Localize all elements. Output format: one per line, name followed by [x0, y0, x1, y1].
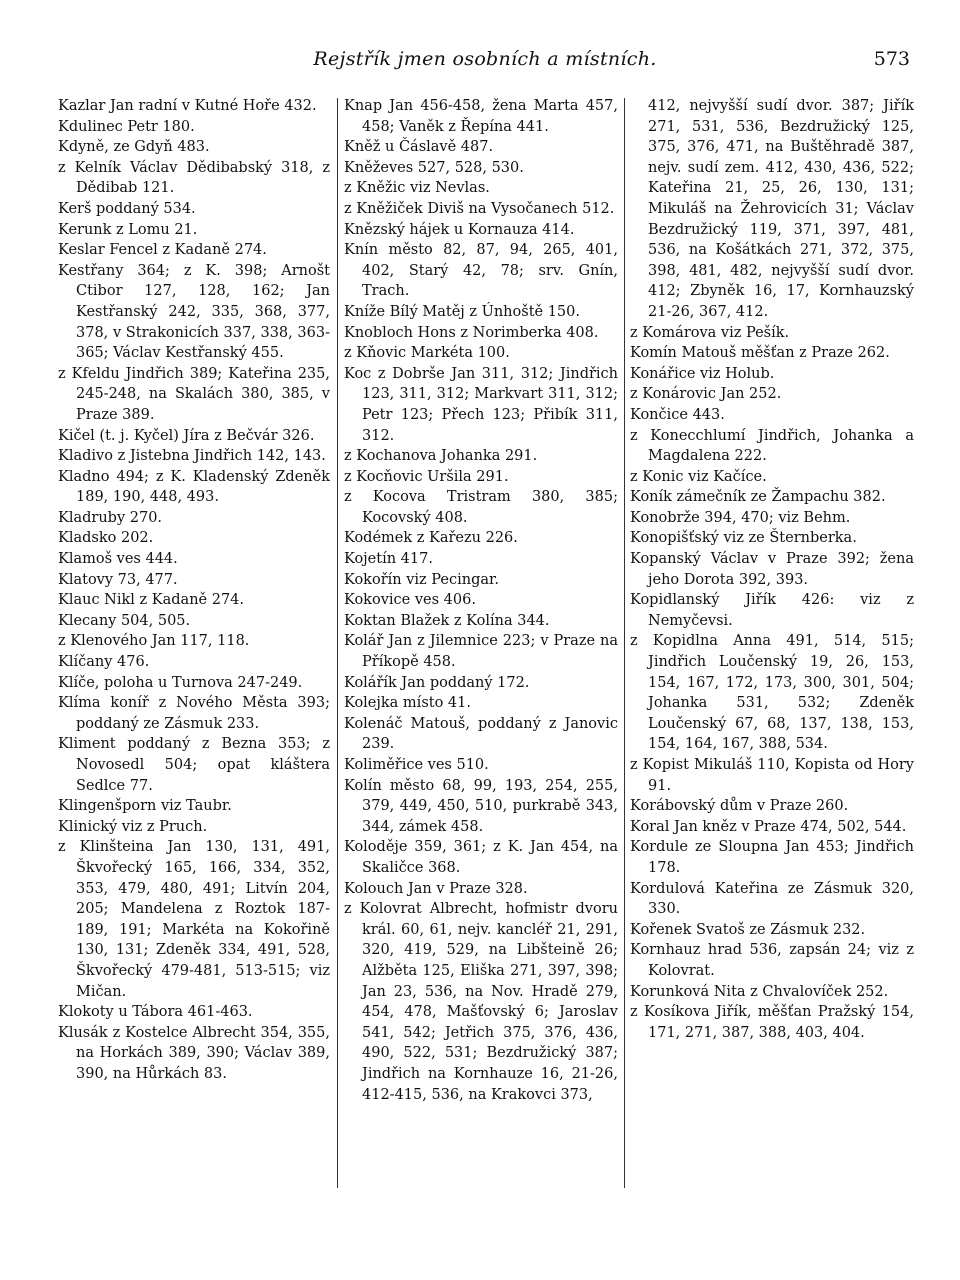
index-entry: Končice 443.	[630, 406, 725, 423]
index-entry: z Kocňovic Uršila 291.	[344, 468, 509, 485]
index-entry: Knín město 82, 87, 94, 265, 401, 402, Starý 42, 78; srv. Gnín, Trach.	[344, 242, 618, 300]
index-entry: Kodémek z Kařezu 226.	[344, 530, 518, 547]
index-entry: z Konecchlumí Jindřich, Johanka a Magdalena 222.	[630, 427, 914, 465]
index-entry: Kladno 494; z K. Kladenský Zdeněk 189, 190, 448, 493.	[58, 468, 330, 506]
index-entry: Kazlar Jan radní v Kutné Hoře 432.	[58, 98, 317, 114]
index-entry: z Klinšteina Jan 130, 131, 491, Škvořecký 165, 166, 334, 352, 353, 479, 480, 491; Litvín 204, 205; Mandelena z Roztok 187-189, 191; Markéta na Kokořině 130, 131; Zdeněk 334, 491, 528, Škvořecký 479-481, 513-515; viz Mičan.	[58, 839, 330, 1000]
index-entry: Kopanský Václav v Praze 392; žena jeho Dorota 392, 393.	[630, 551, 914, 588]
index-columns	[58, 96, 914, 1200]
index-entry: Kladruby 270.	[58, 509, 163, 526]
index-entry: z Kocova Tristram 380, 385; Kocovský 408.	[344, 489, 618, 526]
index-entry: Kerš poddaný 534.	[58, 200, 196, 217]
index-entry: Kníže Bílý Matěj z Únhoště 150.	[344, 303, 580, 320]
index-entry: Koc z Dobrše Jan 311, 312; Jindřich 123, 311, 312; Markvart 311, 312; Petr 123; Přech 123; Přibík 311, 312.	[344, 365, 618, 444]
index-entry: Klusák z Kostelce Albrecht 354, 355, na Horkách 389, 390; Václav 389, 390, na Hůrkách 83.	[58, 1024, 330, 1082]
page-number: 573	[873, 48, 910, 70]
index-entry: z Kolovrat Albrecht, hofmistr dvoru král. 60, 61, nejv. kancléř 21, 291, 320, 419, 529, na Libšteině 26; Alžběta 125, Eliška 271, 397, 398; Jan 23, 536, na Nov. Hradě 279, 454, 478, Mašťovský 6; Jaroslav 541, 542; Jetřich 375, 376, 436, 490, 522, 531; Bezdružický 387; Jindřich na Kornhauze 16, 21-26, 412-415, 536, na Krakovci 373,	[344, 901, 618, 1103]
running-title: Rejstřík jmen osobních a místních.	[313, 48, 657, 70]
index-entry: Kladsko 202.	[58, 530, 154, 547]
index-entry: Kičel (t. j. Kyčel) Jíra z Bečvár 326.	[58, 427, 315, 444]
index-entry: z Klenového Jan 117, 118.	[58, 633, 250, 650]
index-entry: Klauc Nikl z Kadaně 274.	[58, 592, 245, 609]
index-entry: Kolář Jan z Jilemnice 223; v Praze na Příkopě 458.	[344, 633, 618, 671]
index-entry: Klatovy 73, 477.	[58, 571, 178, 588]
index-entry: Klokoty u Tábora 461-463.	[58, 1004, 253, 1021]
index-column-2	[344, 96, 618, 1200]
index-entry: Kopidlanský Jiřík 426: viz z Nemyčevsi.	[630, 592, 914, 629]
index-entry: Kněževes 527, 528, 530.	[344, 159, 524, 176]
index-entry: z Kňovic Markéta 100.	[344, 345, 510, 362]
index-entry: z Komárova viz Pešík.	[630, 324, 790, 341]
index-entry: Koloděje 359, 361; z K. Jan 454, na Skaličce 368.	[344, 839, 618, 876]
index-entry: Kolářík Jan poddaný 172.	[344, 674, 530, 691]
index-entry: Keslar Fencel z Kadaně 274.	[58, 242, 267, 259]
index-entry: Knap Jan 456-458, žena Marta 457, 458; Vaněk z Řepína 441.	[344, 98, 618, 135]
index-entry: z Konárovic Jan 252.	[630, 386, 782, 403]
index-entry: Klíče, poloha u Turnova 247-249.	[58, 674, 303, 691]
index-entry: Kdulinec Petr 180.	[58, 118, 195, 135]
index-entry: z Kosíkova Jiřík, měšťan Pražský 154, 171, 271, 387, 388, 403, 404.	[630, 1004, 914, 1041]
index-entry: z Konic viz Kačíce.	[630, 468, 767, 485]
index-entry: Knobloch Hons z Norimberka 408.	[344, 324, 599, 341]
index-entry: Komín Matouš měšťan z Praze 262.	[630, 345, 890, 362]
index-entry: Koliměřice ves 510.	[344, 757, 489, 773]
index-entry: Kerunk z Lomu 21.	[58, 221, 198, 238]
column-divider	[624, 98, 625, 1188]
index-entry: Kliment poddaný z Bezna 353; z Novosedl 504; opat kláštera Sedlce 77.	[58, 736, 330, 794]
index-entry: Konopišťský viz ze Šternberka.	[630, 530, 857, 547]
index-entry: Klinický viz z Pruch.	[58, 818, 208, 835]
index-entry: Kořenek Svatoš ze Zásmuk 232.	[630, 921, 866, 938]
column-divider	[337, 98, 338, 1188]
index-entry: Kněž u Čáslavě 487.	[344, 139, 494, 156]
index-entry: Kokořín viz Pecingar.	[344, 571, 499, 588]
index-entry: Klecany 504, 505.	[58, 612, 191, 629]
page-header	[60, 48, 910, 78]
index-entry: Kordulová Kateřina ze Zásmuk 320, 330.	[630, 880, 914, 918]
index-entry: Kolín město 68, 99, 193, 254, 255, 379, 449, 450, 510, purkrabě 343, 344, zámek 458.	[344, 777, 618, 835]
index-entry: Kolejka místo 41.	[344, 695, 471, 712]
index-entry: Konobrže 394, 470; viz Behm.	[630, 509, 851, 526]
index-entry: z Kněžiček Diviš na Vysočanech 512.	[344, 200, 615, 217]
index-entry: Koktan Blažek z Kolína 344.	[344, 612, 550, 629]
index-entry: z Kopidlna Anna 491, 514, 515; Jindřich Loučenský 19, 26, 153, 154, 167, 172, 173, 300, 301, 504; Johanka 531, 532; Zdeněk Loučenský 67, 68, 137, 138, 153, 154, 164, 167, 388, 534.	[630, 633, 914, 753]
index-entry: Kornhauz hrad 536, zapsán 24; viz z Kolovrat.	[630, 942, 914, 979]
index-entry: Koník zámečník ze Žampachu 382.	[630, 489, 886, 506]
index-entry: z Kelník Václav Dědibabský 318, z Dědibab 121.	[58, 159, 330, 197]
index-entry: Klingenšporn viz Taubr.	[58, 798, 232, 815]
index-entry: Koral Jan kněz v Praze 474, 502, 544.	[630, 818, 907, 835]
index-entry: Kolenáč Matouš, poddaný z Janovic 239.	[344, 715, 618, 753]
index-entry: Korunková Nita z Chvalovíček 252.	[630, 983, 889, 1000]
index-entry: Kojetín 417.	[344, 551, 433, 568]
index-entry: Klíma koníř z Nového Města 393; poddaný ze Zásmuk 233.	[58, 695, 330, 732]
index-entry: Korábovský dům v Praze 260.	[630, 798, 849, 815]
index-entry: Klamoš ves 444.	[58, 551, 178, 568]
index-entry: z Kopist Mikuláš 110, Kopista od Hory 91.	[630, 757, 914, 794]
index-entry: Klíčany 476.	[58, 654, 150, 671]
index-entry: z Kfeldu Jindřich 389; Kateřina 235, 245-248, na Skalách 380, 385, v Praze 389.	[58, 365, 330, 423]
index-entry: Knězský hájek u Kornauza 414.	[344, 221, 575, 238]
index-entry: Kestřany 364; z K. 398; Arnošt Ctibor 127, 128, 162; Jan Kestřanský 242, 335, 368, 377, 378, v Strakonicích 337, 338, 363-365; Václav Kestřanský 455.	[58, 262, 330, 362]
index-column-1	[58, 96, 330, 1200]
index-entry: Kolouch Jan v Praze 328.	[344, 880, 528, 897]
index-entry: z Kochanova Johanka 291.	[344, 448, 538, 465]
index-entry: Kokovice ves 406.	[344, 592, 476, 609]
index-entry: z Kněžic viz Nevlas.	[344, 180, 490, 197]
index-entry: Kordule ze Sloupna Jan 453; Jindřich 178.	[630, 839, 914, 876]
index-entry: Kladivo z Jistebna Jindřich 142, 143.	[58, 448, 326, 465]
index-entry: Kdyně, ze Gdyň 483.	[58, 139, 210, 156]
index-entry: Konářice viz Holub.	[630, 365, 775, 382]
index-column-3	[630, 96, 914, 1200]
index-entry: 412, nejvyšší sudí dvor. 387; Jiřík 271, 531, 536, Bezdružický 125, 375, 376, 471, na Buštěhradě 387, nejv. sudí zem. 412, 430, 436, 522; Kateřina 21, 25, 26, 130, 131; Mikuláš na Žehrovicích 31; Václav Bezdružický 119, 371, 397, 481, 536, na Košátkách 271, 372, 375, 398, 481, 482, nejvyšší sudí dvor. 412; Zbyněk 16, 17, Kornhauzský 21-26, 367, 412.	[648, 98, 914, 320]
